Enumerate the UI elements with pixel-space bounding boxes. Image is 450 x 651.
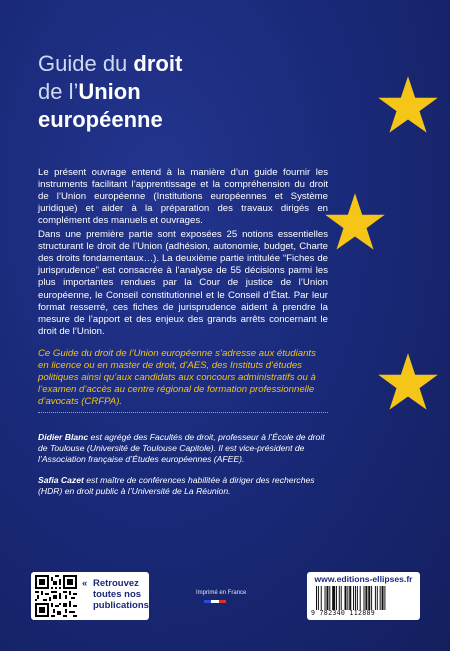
isbn-block [307, 572, 420, 620]
barcode-icon [316, 586, 414, 610]
star-icon [376, 352, 440, 416]
audience-paragraph: Ce Guide du droit de l’Union européenne s’adresse aux étudiants en licence ou en master de droit, d’AES, des Instituts d’études politiques ainsi qu’aux candidats aux concours administratifs ou à l’examen d’accès au centre régional de formation professionnelle d’avocats (CRFPA). [38, 347, 316, 408]
divider [38, 412, 328, 413]
retrouvez-label: « Retrouvez toutes nos publications [82, 578, 149, 611]
qr-code-icon[interactable] [35, 575, 77, 617]
french-flag-icon [204, 600, 226, 603]
author-bio: Safia Cazet est maître de conférences habilitée à diriger des recherches (HDR) en droit public à l’Université de La Réunion. [38, 474, 315, 496]
publications-block[interactable] [31, 572, 149, 620]
imprime-label: Imprimé en France [196, 590, 247, 596]
content-paragraph: Dans une première partie sont exposées 25 notions essentielles structurant le droit de l’Union (adhésion, autonomie, budget, Charte des droits fondamentaux…). La deuxième partie intitulée “Fiches de jurisprudence” est consacrée à l’analyse de 55 décisions parmi les plus importantes rendues par la Cour de justice de l’Union européenne, le Conseil constitutionnel et le Conseil d’État. Par leur format resserré, ces fiches de jurisprudence aident à prendre la mesure de l’apport et des enjeux des grands arrêts concernant le droit de l’Union. [38, 228, 328, 338]
star-icon [376, 75, 440, 139]
star-icon [323, 192, 387, 256]
website-link[interactable]: www.editions-ellipses.fr [314, 574, 413, 584]
double-chevron-icon: « [82, 578, 88, 589]
title-line-3: européenne [38, 107, 163, 132]
title-line-1: Guide du droit [38, 51, 183, 76]
book-title [38, 50, 182, 134]
isbn-number: 9 782340 112889 [311, 609, 376, 617]
author-bio: Didier Blanc est agrégé des Facultés de droit, professeur à l’École de droit de Toulouse (Université de Toulouse Capitole). Il est vice-président de l’Association française d’Études européennes (AFEE). [38, 431, 325, 464]
title-line-2: de l’Union [38, 79, 141, 104]
intro-paragraph: Le présent ouvrage entend à la manière d’un guide fournir les instruments facilitant l’apprentissage et la compréhension du droit de l’Union européenne (Institutions européennes et Système juridique) et aider à la préparation des travaux dirigés en complément des manuels et ouvrages. [38, 166, 328, 227]
